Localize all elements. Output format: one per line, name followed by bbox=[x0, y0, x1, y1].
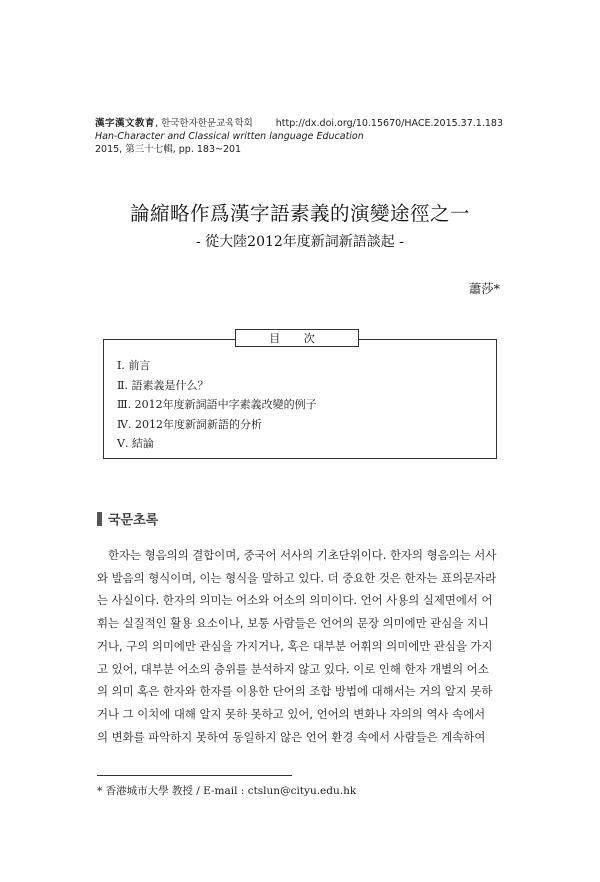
abstract-line: 와 발음의 형식이며, 이는 형식을 말하고 있다. 더 중요한 것은 한자는 표의문자라 bbox=[97, 570, 497, 585]
abstract-line: 휘는 실질적인 활용 요소이나, 보통 사람들은 언어의 문장 의미에만 관심을 지니 bbox=[97, 616, 489, 631]
doi-link[interactable]: http://dx.doi.org/10.15670/HACE.2015.37.1.183 bbox=[275, 118, 503, 129]
journal-header: 漢字漢文教育, 한국한자한문교육학회 Han-Character and Classical written language Education 2015, 第三十七輯, pp. 183~201 bbox=[95, 118, 364, 155]
abstract-line: 고 있어, 대부분 어소의 층위를 분석하지 않고 있다. 이로 인해 한자 개별의 어소 bbox=[97, 661, 489, 676]
toc-item: Ⅰ. 前言 bbox=[117, 359, 151, 372]
author-footnote: * 香港城市大學 教授 / E-mail : ctslun@cityu.edu.hk bbox=[97, 785, 357, 797]
journal-issue: 2015, 第三十七輯, pp. 183~201 bbox=[95, 144, 242, 155]
toc-heading: 目 次 bbox=[235, 329, 359, 347]
journal-korean-name: 한국한자한문교육학회 bbox=[161, 118, 253, 129]
abstract-line: 의 의미 혹은 한자와 한자를 이용한 단어의 조합 방법에 대해서는 거의 알지 못하 bbox=[97, 684, 493, 699]
toc-item: Ⅲ. 2012年度新詞語中字素義改變的例子 bbox=[117, 398, 317, 411]
abstract-line: 는 사실이다. 한자의 의미는 어소와 어소의 의미이다. 언어 사용의 실제면에서 어 bbox=[97, 593, 493, 608]
toc-item: Ⅳ. 2012年度新詞新語的分析 bbox=[117, 417, 262, 431]
journal-logo: 漢字漢文教育 bbox=[95, 118, 156, 129]
abstract-body bbox=[97, 544, 503, 748]
toc-item: Ⅴ. 結論 bbox=[117, 437, 154, 450]
heading-bar-icon bbox=[97, 512, 102, 526]
toc-list bbox=[117, 356, 317, 454]
abstract-line: 의 변화를 파악하지 못하여 동일하지 않은 언어 환경 속에서 사람들은 계속하여 bbox=[97, 729, 486, 744]
journal-english-name: Han-Character and Classical written language Education bbox=[95, 131, 364, 142]
abstract-heading: 국문초록 bbox=[97, 509, 158, 528]
abstract-line: 거나, 구의 의미에만 관심을 가지거나, 혹은 대부분 어휘의 의미에만 관심을 가지 bbox=[97, 638, 493, 653]
paper-subtitle: - 從大陸2012年度新詞新語談起 - bbox=[196, 234, 404, 250]
footnote-divider bbox=[97, 775, 292, 776]
toc-item: Ⅱ. 語素義是什么？ bbox=[117, 378, 209, 392]
abstract-line: 거나 그 이치에 대해 알지 못하 못하고 있어, 언어의 변화나 자의의 역사 속에서 bbox=[97, 706, 486, 721]
abstract-line: 한자는 형음의의 결합이며, 중국어 서사의 기초단위이다. 한자의 형음의는 서사 bbox=[108, 548, 497, 562]
paper-title: 論縮略作爲漢字語素義的演變途徑之一 bbox=[129, 202, 470, 225]
author-name: 蕭莎* bbox=[468, 281, 500, 296]
